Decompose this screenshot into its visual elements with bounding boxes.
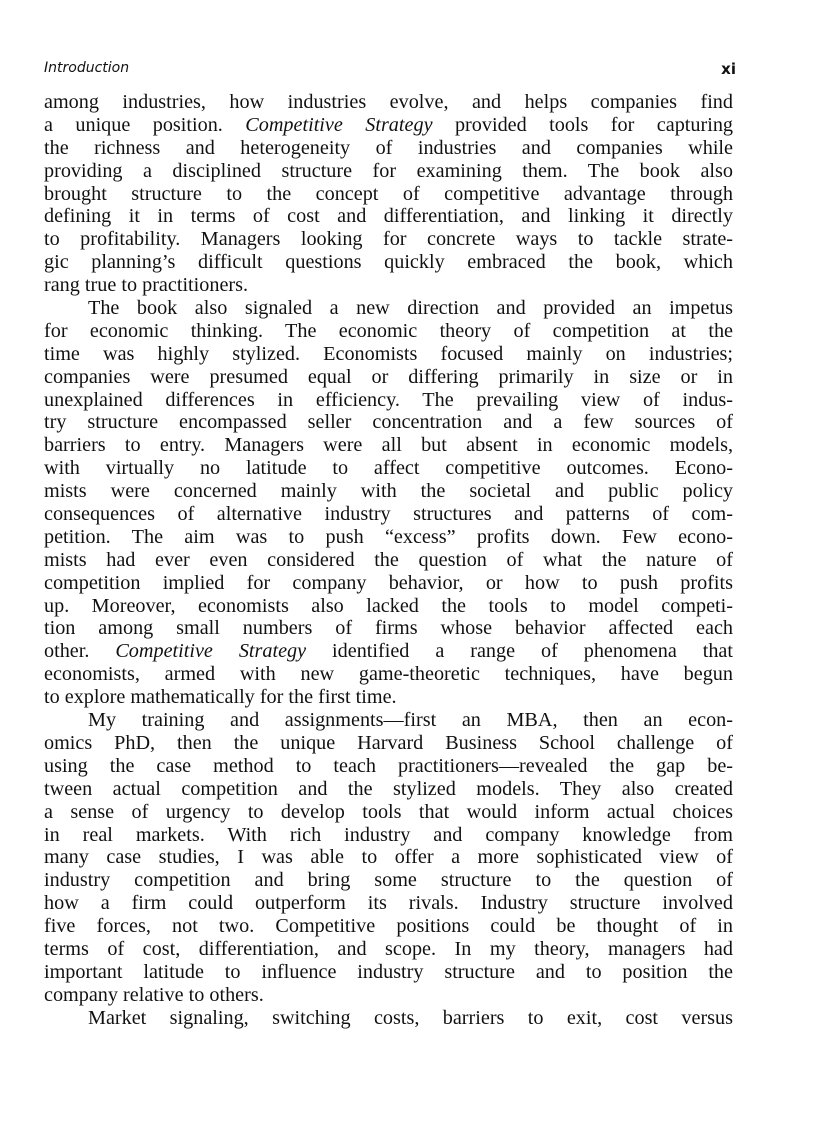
text-segment: identified a range of phenomena that bbox=[306, 640, 733, 663]
text-segment: consequences of alternative industry structures and patterns of com- bbox=[44, 503, 733, 526]
text-line bbox=[44, 961, 733, 984]
text-segment: among industries, how industries evolve, and helps companies find bbox=[44, 91, 733, 113]
text-segment: My training and assignments—first an MBA, then an econ- bbox=[88, 709, 733, 732]
text-segment: other. bbox=[44, 640, 116, 663]
text-line bbox=[44, 572, 733, 595]
text-line bbox=[44, 320, 733, 343]
text-line bbox=[44, 778, 733, 801]
text-line bbox=[44, 228, 733, 251]
text-segment: omics PhD, then the unique Harvard Business School challenge of bbox=[44, 731, 733, 754]
text-segment: important latitude to influence industry structure and to position the bbox=[44, 960, 733, 983]
text-line bbox=[44, 709, 733, 732]
text-line bbox=[44, 480, 733, 503]
text-segment: try structure encompassed seller concentration and a few sources of bbox=[44, 411, 733, 434]
text-line bbox=[44, 457, 733, 480]
text-segment: provided tools for capturing bbox=[432, 113, 734, 136]
text-segment: gic planning’s difficult questions quickly embraced the book, which bbox=[44, 251, 733, 274]
text-line bbox=[44, 343, 733, 366]
text-line bbox=[44, 892, 733, 915]
text-line bbox=[44, 137, 733, 160]
text-line bbox=[44, 640, 733, 663]
book-title-italic: Competitive Strategy bbox=[115, 640, 307, 663]
text-segment: a unique position. bbox=[44, 113, 246, 136]
text-segment: The book also signaled a new direction and provided an impetus bbox=[88, 297, 733, 320]
text-line bbox=[44, 801, 733, 824]
text-line bbox=[44, 915, 733, 938]
text-segment: to explore mathematically for the first time. bbox=[44, 686, 397, 709]
text-line bbox=[44, 411, 733, 434]
text-line bbox=[44, 183, 733, 206]
text-segment: Market signaling, switching costs, barriers to exit, cost versus bbox=[88, 1006, 733, 1029]
text-segment: with virtually no latitude to affect competitive outcomes. Econo- bbox=[44, 457, 733, 480]
text-segment: a sense of urgency to develop tools that would inform actual choices bbox=[44, 800, 733, 823]
text-segment: many case studies, I was able to offer a more sophisticated view of bbox=[44, 846, 733, 869]
text-line bbox=[44, 91, 733, 114]
text-line bbox=[44, 549, 733, 572]
text-line bbox=[44, 297, 733, 320]
text-segment: mists were concerned mainly with the societal and public policy bbox=[44, 480, 733, 503]
text-segment: using the case method to teach practitioners—revealed the gap be- bbox=[44, 754, 733, 777]
running-head bbox=[44, 58, 736, 82]
text-line bbox=[44, 503, 733, 526]
page-number: xi bbox=[721, 60, 736, 78]
text-segment: mists had ever even considered the question of what the nature of bbox=[44, 548, 733, 571]
text-line bbox=[44, 1007, 733, 1030]
text-line bbox=[44, 274, 733, 297]
text-line bbox=[44, 824, 733, 847]
book-title-italic: Competitive Strategy bbox=[245, 113, 433, 136]
text-segment: tween actual competition and the stylized models. They also created bbox=[44, 777, 733, 800]
text-segment: time was highly stylized. Economists focused mainly on industries; bbox=[44, 342, 733, 365]
text-segment: economists, armed with new game-theoretic techniques, have begun bbox=[44, 663, 733, 686]
text-line bbox=[44, 686, 733, 709]
text-segment: in real markets. With rich industry and company knowledge from bbox=[44, 823, 733, 846]
text-line bbox=[44, 114, 733, 137]
text-line bbox=[44, 160, 733, 183]
text-line bbox=[44, 732, 733, 755]
section-title: Introduction bbox=[44, 60, 130, 76]
text-segment: barriers to entry. Managers were all but absent in economic models, bbox=[44, 434, 733, 457]
text-segment: competition implied for company behavior, or how to push profits bbox=[44, 571, 733, 594]
text-line bbox=[44, 251, 733, 274]
text-line bbox=[44, 846, 733, 869]
text-segment: how a firm could outperform its rivals. Industry structure involved bbox=[44, 892, 733, 915]
text-segment: the richness and heterogeneity of industries and companies while bbox=[44, 136, 733, 159]
text-line bbox=[44, 869, 733, 892]
text-line bbox=[44, 938, 733, 961]
text-segment: five forces, not two. Competitive positions could be thought of in bbox=[44, 915, 733, 938]
text-segment: providing a disciplined structure for examining them. The book also bbox=[44, 159, 733, 182]
text-segment: industry competition and bring some structure to the question of bbox=[44, 869, 733, 892]
text-segment: brought structure to the concept of competitive advantage through bbox=[44, 182, 733, 205]
text-line bbox=[44, 984, 733, 1007]
body-text bbox=[44, 91, 733, 1030]
text-segment: rang true to practitioners. bbox=[44, 274, 249, 297]
text-segment: to profitability. Managers looking for concrete ways to tackle strate- bbox=[44, 228, 733, 251]
text-segment: up. Moreover, economists also lacked the tools to model competi- bbox=[44, 594, 733, 617]
text-segment: unexplained differences in efficiency. The prevailing view of indus- bbox=[44, 388, 733, 411]
text-segment: company relative to others. bbox=[44, 983, 264, 1006]
text-segment: petition. The aim was to push “excess” profits down. Few econo- bbox=[44, 525, 733, 548]
text-segment: terms of cost, differentiation, and scope. In my theory, managers had bbox=[44, 937, 733, 960]
text-line bbox=[44, 755, 733, 778]
text-line bbox=[44, 434, 733, 457]
text-line bbox=[44, 595, 733, 618]
text-line bbox=[44, 389, 733, 412]
text-segment: for economic thinking. The economic theory of competition at the bbox=[44, 319, 733, 342]
text-line bbox=[44, 205, 733, 228]
text-line bbox=[44, 526, 733, 549]
text-segment: tion among small numbers of firms whose behavior affected each bbox=[44, 617, 733, 640]
text-line bbox=[44, 663, 733, 686]
text-segment: companies were presumed equal or differing primarily in size or in bbox=[44, 365, 733, 388]
text-line bbox=[44, 366, 733, 389]
text-line bbox=[44, 617, 733, 640]
text-segment: defining it in terms of cost and differentiation, and linking it directly bbox=[44, 205, 733, 228]
